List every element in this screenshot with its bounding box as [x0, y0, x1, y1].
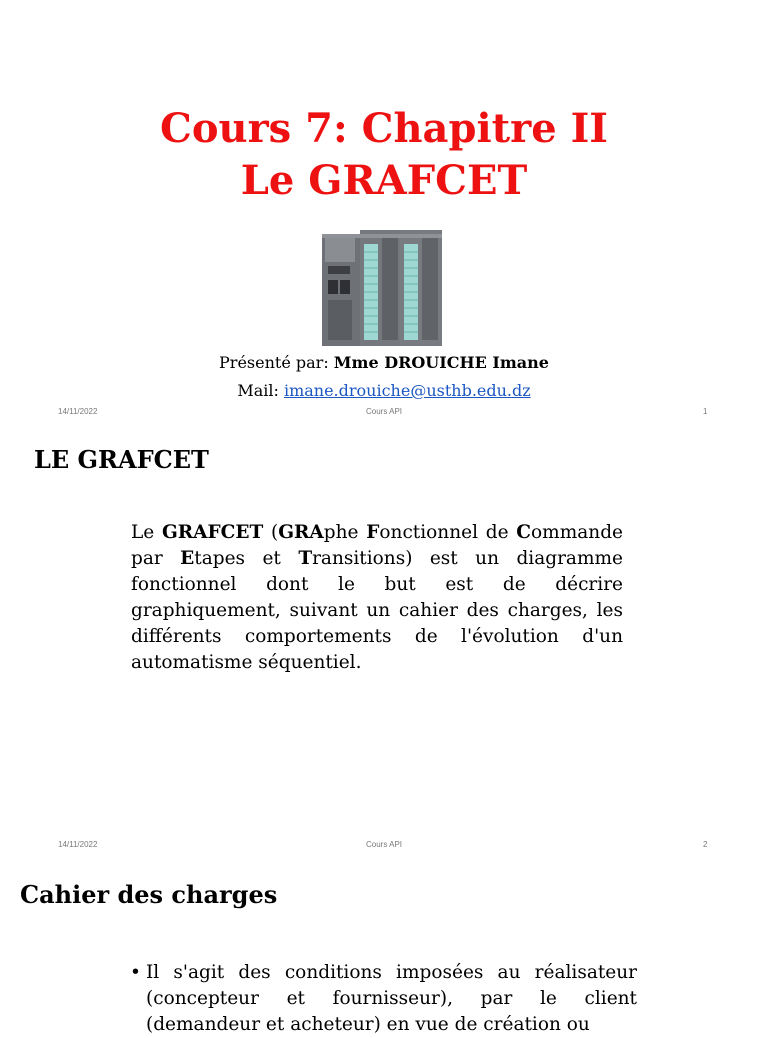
slide-3: [0, 855, 768, 1035]
slide-title-line2: Le GRAFCET: [240, 157, 528, 204]
para-text: tapes et: [194, 548, 299, 569]
para-bold: T: [298, 548, 313, 569]
slide-heading: Cahier des charges: [20, 880, 278, 909]
bullet-item: [130, 960, 637, 1038]
footer-page-number: 1: [703, 407, 708, 416]
presenter-name: Mme DROUICHE Imane: [333, 353, 549, 372]
footer-course: Cours API: [365, 840, 402, 849]
footer-date: 14/11/2022: [58, 840, 98, 849]
para-bold: GRA: [278, 522, 324, 543]
para-text: (: [263, 522, 279, 543]
slide-heading: LE GRAFCET: [34, 445, 209, 474]
bullet-marker: •: [130, 962, 141, 983]
para-text: phe: [323, 522, 367, 543]
slide-1: [0, 0, 768, 420]
definition-paragraph: [131, 520, 623, 676]
para-bold: GRAFCET: [162, 522, 264, 543]
mail-label: Mail:: [237, 381, 284, 400]
slide-2: [0, 420, 768, 855]
para-bold: C: [516, 522, 532, 543]
footer-date: 14/11/2022: [58, 407, 98, 416]
footer-course: Cours API: [365, 407, 402, 416]
para-bold: F: [366, 522, 380, 543]
para-text: Le: [131, 522, 162, 543]
bullet-text: Il s'agit des conditions imposées au réalisateur (concepteur et fournisseur), par le client (demandeur et acheteur) en vue de création ou: [146, 962, 637, 1035]
para-bold: E: [180, 548, 195, 569]
mail-link[interactable]: imane.drouiche@usthb.edu.dz: [283, 381, 531, 400]
slide-title-line1: Cours 7: Chapitre II: [160, 105, 608, 152]
mail-line: [0, 380, 768, 402]
presenter-line: [0, 352, 768, 374]
para-text: onctionnel de: [379, 522, 517, 543]
para-text: ransitions) est un diagramme fonctionnel dont le but est de décrire graphiquement, suivant un cahier des charges, les différents comportements de l'évolution d'un automatisme séquentiel.: [131, 548, 623, 673]
footer-page-number: 2: [703, 840, 708, 849]
presenter-label: Présenté par:: [219, 353, 334, 372]
plc-image: [320, 226, 444, 348]
para-text: ommande par: [131, 522, 623, 569]
